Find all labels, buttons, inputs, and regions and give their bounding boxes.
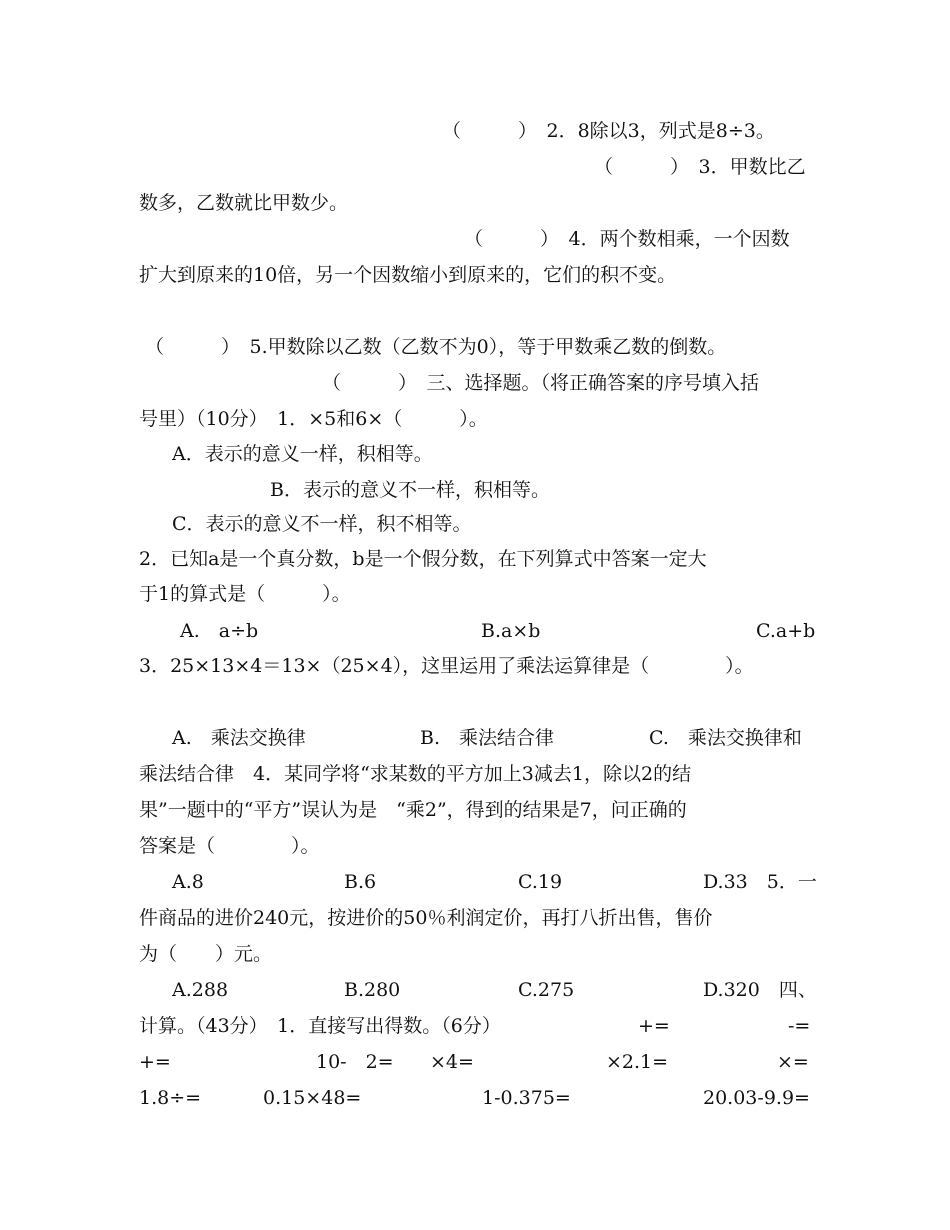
choice-q1: 号里）（10分） 1．×5和6×（ ）。: [139, 408, 488, 430]
choice-q4-option-b: B.6: [344, 871, 377, 893]
choice-q1-option-a: A．表示的意义一样，积相等。: [172, 443, 433, 465]
choice-q5-option-b: B.280: [344, 979, 401, 1001]
judge-item-3-line2: 数多，乙数就比甲数少。: [139, 192, 349, 214]
calc-item-11: 20.03-9.9=: [703, 1087, 810, 1109]
calc-item-6: ×2.1=: [606, 1051, 669, 1073]
choice-q2-line2: 于1的算式是（ ）。: [139, 583, 351, 605]
choice-q4-line1: 乘法结合律 4．某同学将“求某数的平方加上3减去1，除以2的结: [139, 763, 692, 785]
judge-item-3-line1: （ ） 3．甲数比乙: [594, 156, 806, 178]
section-three-heading: （ ） 三、选择题。（将正确答案的序号填入括: [322, 372, 760, 394]
choice-q2-option-b: B.a×b: [481, 620, 541, 642]
section-four-heading: 计算。（43分） 1．直接写出得数。（6分）: [139, 1015, 501, 1037]
judge-item-4-line2: 扩大到原来的10倍，另一个因数缩小到原来的，它们的积不变。: [139, 264, 677, 286]
choice-q1-option-b: B．表示的意义不一样，积相等。: [270, 479, 550, 501]
choice-q4-option-a: A.8: [172, 871, 204, 893]
choice-q4-line3: 答案是（ ）。: [139, 835, 320, 857]
calc-item-2: -=: [788, 1015, 811, 1037]
choice-q4-line2: 果”一题中的“平方”误认为是 “乘2”，得到的结果是7，问正确的: [139, 799, 687, 821]
calc-item-7: ×=: [777, 1051, 809, 1073]
judge-item-4-line1: （ ） 4．两个数相乘，一个因数: [464, 228, 790, 250]
choice-q2-option-a: A. a÷b: [180, 620, 259, 642]
calc-item-1: +=: [638, 1015, 670, 1037]
choice-q5-option-c: C.275: [518, 979, 575, 1001]
choice-q2-option-c: C.a+b: [756, 620, 816, 642]
calc-item-3: +=: [139, 1051, 171, 1073]
choice-q5-option-d: D.320 四、: [703, 979, 817, 1001]
choice-q2-line1: 2．已知a是一个真分数，b是一个假分数，在下列算式中答案一定大: [139, 548, 707, 570]
judge-item-2: （ ） 2．8除以3，列式是8÷3。: [442, 120, 775, 142]
calc-item-10: 1-0.375=: [482, 1087, 571, 1109]
choice-q1-option-c: C．表示的意义不一样，积不相等。: [172, 513, 472, 535]
choice-q3-option-b: B. 乘法结合律: [420, 727, 555, 749]
calc-item-8: 1.8÷=: [139, 1087, 202, 1109]
calc-item-5: ×4=: [430, 1051, 474, 1073]
calc-item-9: 0.15×48=: [263, 1087, 362, 1109]
choice-q5-line1: 件商品的进价240元，按进价的50％利润定价，再打八折出售，售价: [139, 907, 713, 929]
choice-q4-option-c: C.19: [518, 871, 563, 893]
choice-q5-option-a: A.288: [172, 979, 229, 1001]
choice-q3: 3．25×13×4＝13×（25×4），这里运用了乘法运算律是（ ）。: [139, 655, 754, 677]
calc-item-4: 10- 2=: [316, 1051, 394, 1073]
choice-q3-option-a: A. 乘法交换律: [172, 727, 306, 749]
choice-q4-option-d: D.33 5．一: [703, 871, 817, 893]
choice-q5-line2: 为（ ）元。: [139, 943, 273, 965]
judge-item-5: （ ） 5.甲数除以乙数（乙数不为0），等于甲数乘乙数的倒数。: [145, 336, 727, 358]
choice-q3-option-c: C. 乘法交换律和: [649, 727, 802, 749]
